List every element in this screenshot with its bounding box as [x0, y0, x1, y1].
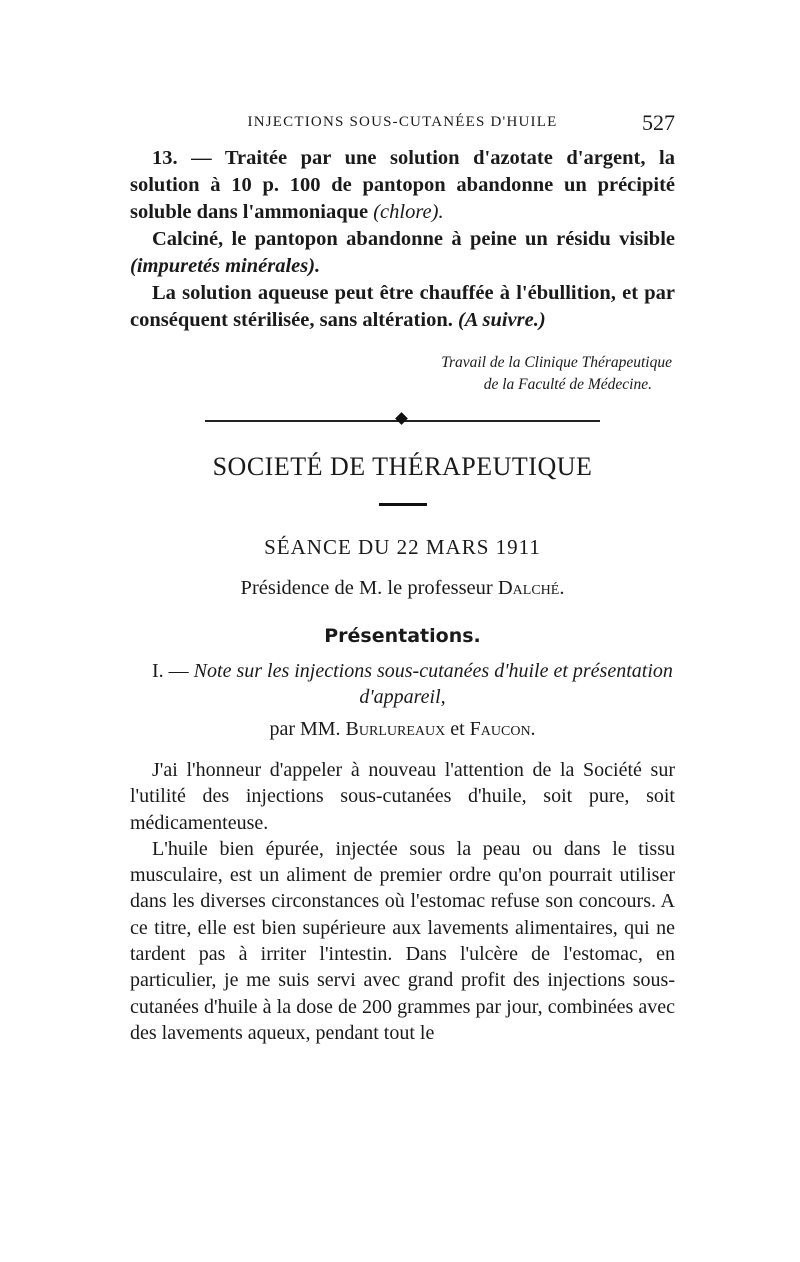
paragraph-13-text: Traitée par une solution d'azotate d'argent, la solution à 10 p. 100 de pantopon abandonne un précipité soluble dans l'ammoniaque [130, 147, 675, 223]
authors [130, 718, 675, 741]
author-2: Faucon. [469, 718, 536, 740]
presidency-prefix: Présidence de M. le professeur [240, 577, 498, 599]
session-date: SÉANCE DU 22 MARS 1911 [264, 535, 541, 559]
paragraph-calcine-italic: (impuretés minérales). [130, 255, 321, 277]
note-title-text: Note sur les injections sous-cutanées d'huile et présentation [193, 660, 673, 682]
running-head [130, 110, 675, 136]
title-rule [379, 503, 427, 506]
divider-ornament-icon [395, 412, 408, 425]
presentations-heading: Présentations. [324, 625, 481, 647]
body-text [130, 757, 675, 1046]
paragraph-13 [130, 145, 675, 226]
paragraph-13-number: 13. — [152, 147, 225, 169]
paragraph-calcine-text: Calciné, le pantopon abandonne à peine un résidu visible [152, 228, 675, 250]
note-number: I. — [152, 660, 194, 682]
note-title [130, 658, 675, 710]
running-title: INJECTIONS SOUS-CUTANÉES D'HUILE [247, 114, 558, 130]
president-name: Dalché. [497, 577, 565, 599]
author-1: Burlureaux [345, 718, 446, 740]
authors-prefix: par MM. [269, 718, 346, 740]
paragraph-calcine [130, 226, 675, 280]
paragraph-13-italic: (chlore). [373, 201, 444, 223]
note-title-line-2: d'appareil, [359, 686, 446, 708]
credits-line-1: Travail de la Clinique Thérapeutique [441, 354, 672, 371]
page-number: 527 [642, 110, 675, 135]
paragraph-solution-italic: (A suivre.) [457, 309, 546, 331]
continued-text [130, 145, 675, 334]
presidency [130, 577, 675, 600]
credits-line-2: de la Faculté de Médecine. [483, 376, 652, 393]
body-paragraph-1: J'ai l'honneur d'appeler à nouveau l'attention de la Société sur l'utilité des injections sous-cutanées d'huile, soit pure, soit médicamenteuse. [130, 759, 675, 834]
authors-and: et [445, 718, 470, 740]
note-title-line-1 [130, 658, 675, 684]
section-title: SOCIETÉ DE THÉRAPEUTIQUE [212, 452, 593, 481]
paragraph-solution [130, 280, 675, 334]
credits [130, 352, 672, 396]
body-paragraph-2: L'huile bien épurée, injectée sous la peau ou dans le tissu musculaire, est un aliment de premier ordre qu'on pourrait utiliser dans les diverses circonstances où l'estomac refuse son concours. A ce titre, elle est bien supérieure aux lavements alimentaires, qui ne tardent pas à irriter l'intestin. Dans l'ulcère de l'estomac, en particulier, je me suis servi avec grand profit des injections sous-cutanées d'huile à la dose de 200 grammes par jour, combinées avec des lavements aqueux, pendant tout le [130, 837, 675, 1044]
paragraph-solution-text: La solution aqueuse peut être chauffée à l'ébullition, et par conséquent stérilisée, sans altération. [130, 282, 675, 331]
